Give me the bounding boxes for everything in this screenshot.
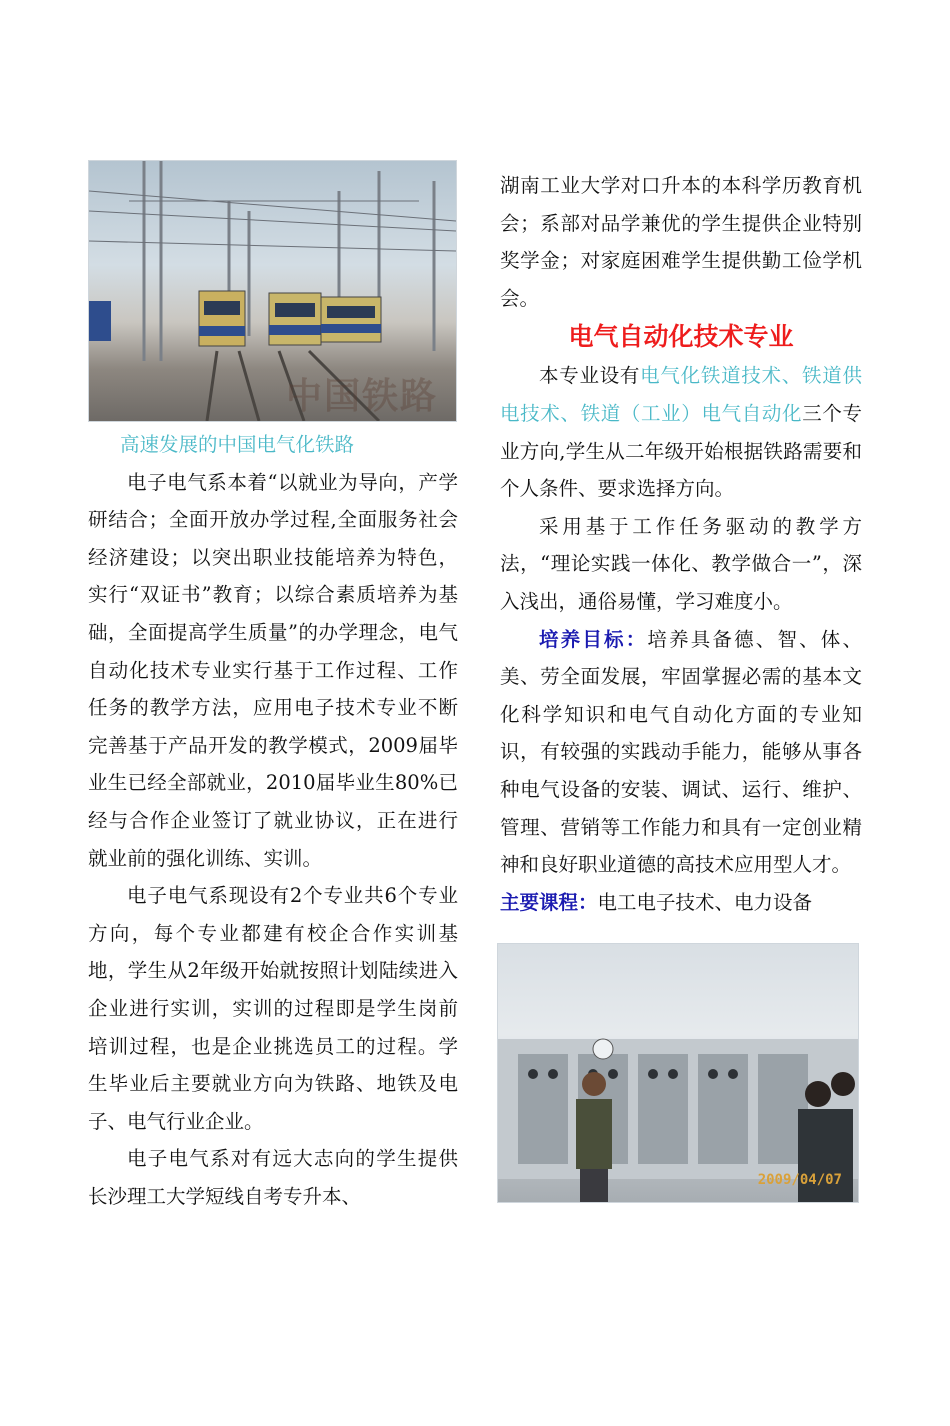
train-photo bbox=[88, 160, 457, 422]
main-courses-text: 电工电子技术、电力设备 bbox=[597, 890, 813, 914]
training-goal-label: 培养目标： bbox=[539, 627, 648, 651]
major-directions-paragraph bbox=[500, 357, 862, 507]
photo-date-stamp: 2009/04/07 bbox=[757, 1172, 842, 1189]
continuation-paragraph: 湖南工业大学对口升本的本科学历教育机会；系部对品学兼优的学生提供企业特别奖学金；对家庭困难学生提供勤工俭学机会。 bbox=[500, 174, 862, 310]
directions-rest: 三个专业方向,学生从二年级开始根据铁路需要和个人条件、要求选择方向。 bbox=[500, 401, 862, 501]
directions-intro: 本专业设有 bbox=[539, 364, 641, 388]
paragraph-2: 电子电气系现设有2个专业共6个专业方向，每个专业都建有校企合作实训基地，学生从2年级开始就按照计划陆续进入企业进行实训，实训的过程即是学生岗前培训过程，也是企业挑选员工的过程。学生毕业后主要就业方向为铁路、地铁及电子、电气行业企业。 bbox=[88, 884, 458, 1133]
right-column bbox=[500, 167, 862, 1203]
directions-highlight: 电气化铁道技术、铁道供电技术、铁道（工业）电气自动化 bbox=[500, 364, 862, 425]
paragraph-1: 电子电气系本着“以就业为导向，产学研结合；全面开放办学过程,全面服务社会经济建设；以突出职业技能培养为特色，实行“双证书”教育；以综合素质培养为基础，全面提高学生质量”的办学理念，电气自动化技术专业实行基于工作过程、工作任务的教学方法，应用电子技术专业不断完善基于产品开发的教学模式，2009届毕业生已经全部就业，2010届毕业生80%已经与合作企业签订了就业协议，正在进行就业前的强化训练、实训。 bbox=[88, 470, 458, 870]
control-panel-illustration bbox=[498, 944, 858, 1202]
left-column bbox=[88, 160, 458, 1215]
main-courses-paragraph bbox=[500, 884, 862, 922]
section-heading: 电气自动化技术专业 bbox=[568, 322, 794, 352]
training-goal-paragraph bbox=[500, 621, 862, 884]
paragraph-3: 电子电气系对有远大志向的学生提供长沙理工大学短线自考专升本、 bbox=[88, 1147, 458, 1208]
training-goal-text: 培养具备德、智、体、美、劳全面发展，牢固掌握必需的基本文化科学知识和电气自动化方面的专业知识，有较强的实践动手能力，能够从事各种电气设备的安装、调试、运行、维护、管理、营销等工作能力和具有一定创业精神和良好职业道德的高技术应用型人才。 bbox=[500, 627, 862, 877]
teaching-method-paragraph: 采用基于工作任务驱动的教学方法，“理论实践一体化、教学做合一”，深入浅出，通俗易懂，学习难度小。 bbox=[500, 514, 862, 613]
photo-watermark: 中国铁路 bbox=[285, 376, 438, 417]
main-courses-label: 主要课程： bbox=[500, 890, 598, 914]
control-room-photo bbox=[497, 943, 859, 1203]
photo-caption: 高速发展的中国电气化铁路 bbox=[120, 433, 355, 456]
